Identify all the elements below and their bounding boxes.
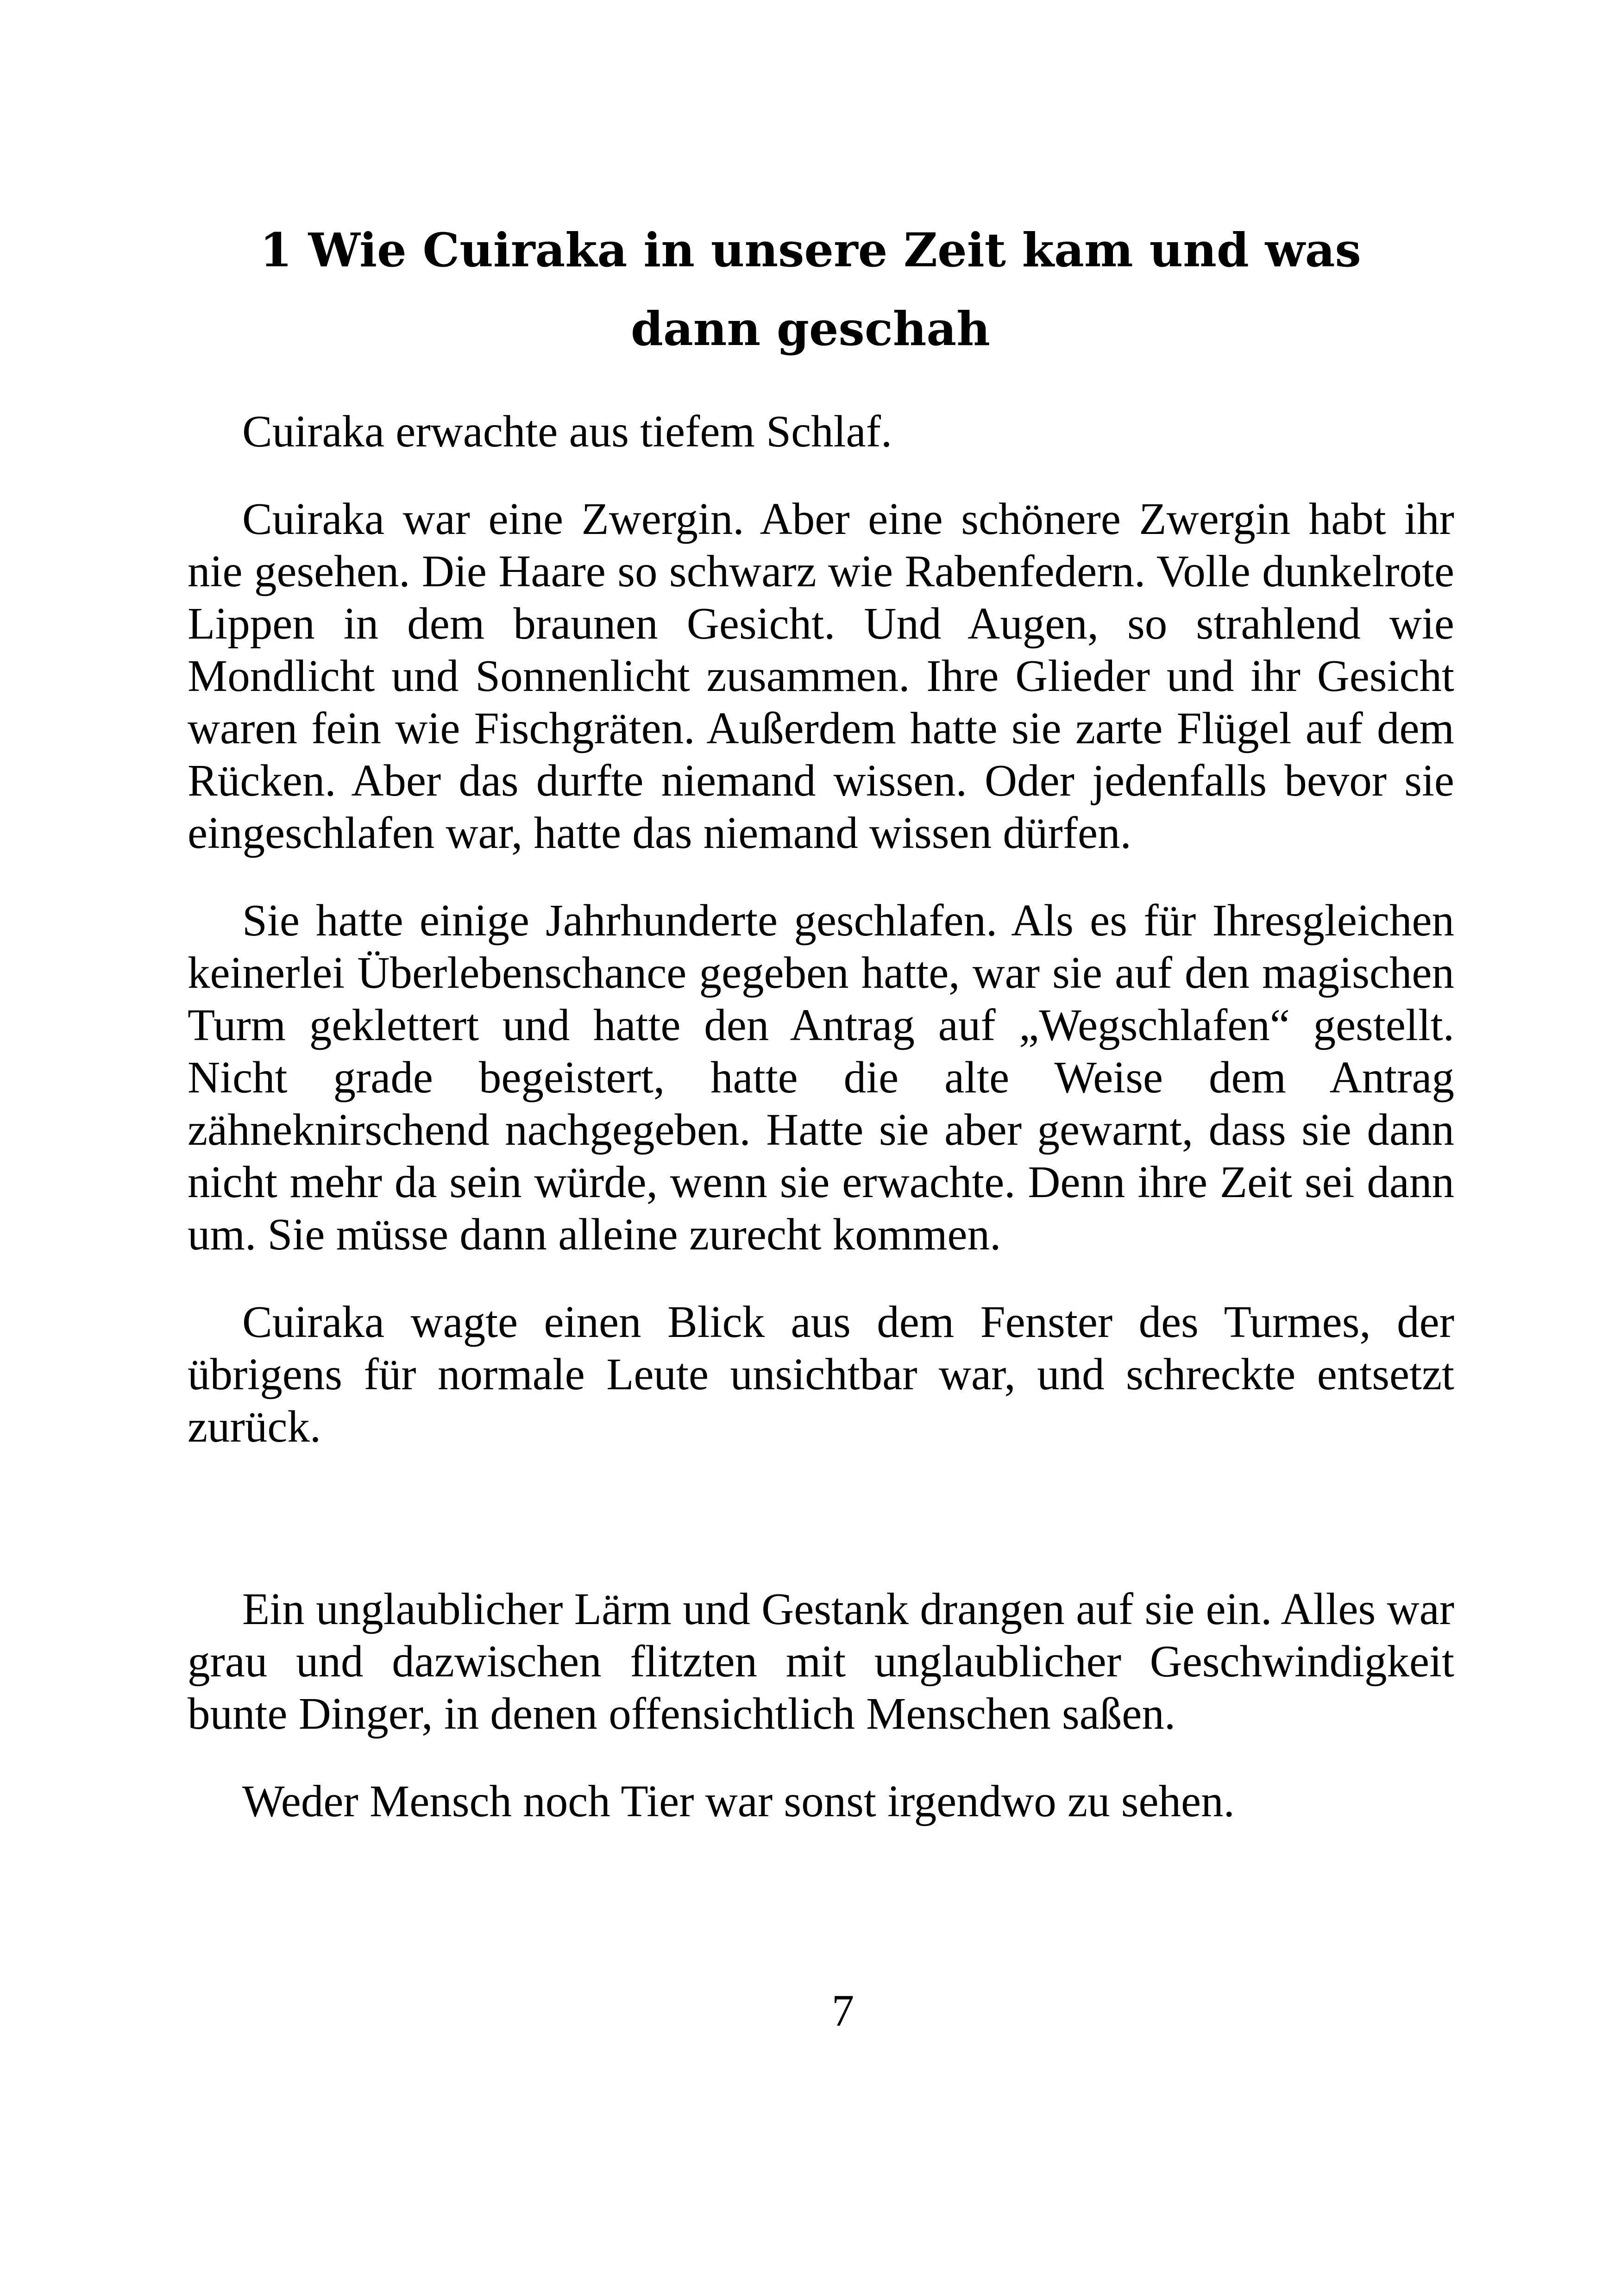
- paragraph-2: Cuiraka war eine Zwergin. Aber eine schönere Zwergin habt ihr nie gesehen. Die Haare so schwarz wie Rabenfedern. Volle dunkelrote Lippen in dem braunen Gesicht. Und Augen, so strahlend wie Mondlicht und Sonnenlicht zusammen. Ihre Glieder und ihr Gesicht waren fein wie Fischgräten. Außerdem hatte sie zarte Flügel auf dem Rücken. Aber das durfte niemand wissen. Oder jedenfalls bevor sie eingeschlafen war, hatte das niemand wissen dürfen.: [188, 494, 1454, 858]
- paragraph-4: Cuiraka wagte einen Blick aus dem Fenster des Turmes, der übrigens für normale Leute unsichtbar war, und schreckte entsetzt zurück.: [188, 1297, 1454, 1451]
- paragraph-1: Cuiraka erwachte aus tiefem Schlaf.: [242, 407, 892, 456]
- section-gap: [188, 1488, 1454, 1583]
- paragraph-3: Sie hatte einige Jahrhunderte geschlafen. Als es für Ihresgleichen keinerlei Überlebenschance gegeben hatte, war sie auf den magischen Turm geklettert und hatte den Antrag auf „Wegschlafen“ gestellt. Nicht grade begeistert, hatte die alte Weise dem Antrag zähneknirschend nachgegeben. Hatte sie aber gewarnt, dass sie dann nicht mehr da sein würde, wenn sie erwachte. Denn ihre Zeit sei dann um. Sie müsse dann alleine zurecht kommen.: [188, 896, 1454, 1259]
- chapter-title: 1 Wie Cuiraka in unsere Zeit kam und was dann geschah: [260, 223, 1361, 356]
- page-number: 7: [831, 1986, 854, 2035]
- paragraph-6: Weder Mensch noch Tier war sonst irgendwo zu sehen.: [242, 1776, 1235, 1826]
- body-text: [188, 405, 1454, 1863]
- paragraph-5: Ein unglaublicher Lärm und Gestank drangen auf sie ein. Alles war grau und dazwischen flitzten mit unglaublicher Geschwindigkeit bunte Dinger, in denen offensichtlich Menschen saßen.: [188, 1584, 1454, 1738]
